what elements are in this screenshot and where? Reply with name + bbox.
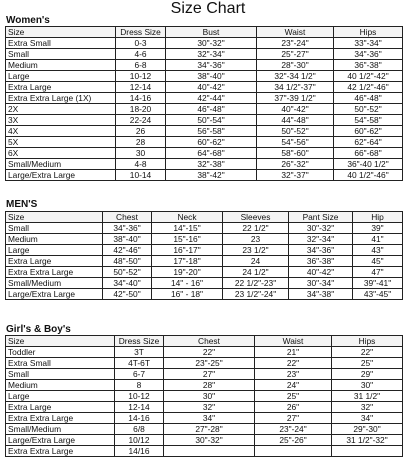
measurement-cell: 42"-44": [166, 93, 257, 104]
measurement-cell: 4T-6T: [115, 358, 164, 369]
measurement-cell: 50"-52": [103, 267, 152, 278]
measurement-cell: 46"-48": [334, 93, 403, 104]
measurement-cell: 34": [332, 413, 403, 424]
measurement-cell: 47": [353, 267, 403, 278]
measurement-cell: 10-14: [116, 170, 166, 181]
measurement-cell: 8: [115, 380, 164, 391]
measurement-cell: 23"-25": [164, 358, 255, 369]
measurement-cell: 38"-42": [166, 170, 257, 181]
table-row: [6, 289, 403, 300]
measurement-cell: 30": [332, 380, 403, 391]
size-label-cell: Large: [6, 71, 116, 82]
measurement-cell: 4-6: [116, 49, 166, 60]
table-row: [6, 60, 403, 71]
measurement-cell: 30"-32": [166, 38, 257, 49]
table-row: [6, 380, 403, 391]
size-label-cell: 3X: [6, 115, 116, 126]
size-label-cell: Extra Large: [6, 256, 103, 267]
size-label-cell: Extra Extra Large (1X): [6, 93, 116, 104]
measurement-cell: 16"-17": [152, 245, 223, 256]
size-label-cell: Extra Small: [6, 358, 115, 369]
table-row: [6, 446, 403, 457]
measurement-cell: 29"-30": [332, 424, 403, 435]
table-row: [6, 104, 403, 115]
table-row: [6, 358, 403, 369]
measurement-cell: 50"-52": [257, 126, 334, 137]
measurement-cell: 33"-34": [334, 38, 403, 49]
size-label-cell: 2X: [6, 104, 116, 115]
measurement-cell: 60"-62": [166, 137, 257, 148]
measurement-cell: 42"-50": [103, 289, 152, 300]
section-title-kids: Girl's & Boy's: [6, 324, 71, 335]
measurement-cell: 15"-16": [152, 234, 223, 245]
size-label-cell: 5X: [6, 137, 116, 148]
table-header-row: [6, 336, 403, 347]
column-header: Size: [6, 336, 115, 347]
column-header: Dress Size: [116, 27, 166, 38]
measurement-cell: 46"-48": [166, 104, 257, 115]
measurement-cell: 24 1/2": [223, 267, 289, 278]
measurement-cell: 14-16: [115, 413, 164, 424]
size-label-cell: Small/Medium: [6, 424, 115, 435]
measurement-cell: 14/16: [115, 446, 164, 457]
measurement-cell: 32"-37": [257, 170, 334, 181]
measurement-cell: 44"-48": [257, 115, 334, 126]
measurement-cell: 48"-50": [103, 256, 152, 267]
measurement-cell: 32": [164, 402, 255, 413]
table-row: [6, 413, 403, 424]
measurement-cell: 54"-58": [334, 115, 403, 126]
measurement-cell: 23"-24": [257, 38, 334, 49]
column-header: Sleeves: [223, 212, 289, 223]
measurement-cell: 30"-32": [289, 223, 353, 234]
column-header: Waist: [255, 336, 332, 347]
measurement-cell: 36"-38": [289, 256, 353, 267]
measurement-cell: 30: [116, 148, 166, 159]
measurement-cell: 36"-40 1/2": [334, 159, 403, 170]
table-row: [6, 391, 403, 402]
measurement-cell: 30"-32": [164, 435, 255, 446]
measurement-cell: 4-8: [116, 159, 166, 170]
measurement-cell: 43": [353, 245, 403, 256]
measurement-cell: 26: [116, 126, 166, 137]
measurement-cell: 6/8: [115, 424, 164, 435]
table-row: [6, 115, 403, 126]
measurement-cell: 34"-40": [103, 278, 152, 289]
column-header: Chest: [164, 336, 255, 347]
measurement-cell: 23: [223, 234, 289, 245]
measurement-cell: 39": [353, 223, 403, 234]
measurement-cell: 40 1/2"-42": [334, 71, 403, 82]
measurement-cell: 22": [255, 358, 332, 369]
size-label-cell: Extra Large: [6, 402, 115, 413]
table-row: [6, 402, 403, 413]
measurement-cell: 18-20: [116, 104, 166, 115]
section-title-women: Women's: [6, 15, 50, 26]
size-label-cell: Extra Extra Large: [6, 267, 103, 278]
column-header: Size: [6, 212, 103, 223]
measurement-cell: 25"-27": [257, 49, 334, 60]
kids-size-table: [5, 335, 403, 457]
measurement-cell: 23": [255, 369, 332, 380]
measurement-cell: 30": [164, 391, 255, 402]
measurement-cell: 38"-40": [166, 71, 257, 82]
measurement-cell: 32"-34": [166, 49, 257, 60]
measurement-cell: 22 1/2": [223, 223, 289, 234]
measurement-cell: 54"-56": [257, 137, 334, 148]
size-label-cell: Medium: [6, 234, 103, 245]
measurement-cell: 25": [255, 391, 332, 402]
table-row: [6, 347, 403, 358]
measurement-cell: 23"-24": [255, 424, 332, 435]
measurement-cell: 39"-41": [353, 278, 403, 289]
measurement-cell: 31 1/2": [332, 391, 403, 402]
table-row: [6, 369, 403, 380]
size-label-cell: Small: [6, 49, 116, 60]
measurement-cell: 22 1/2"-23": [223, 278, 289, 289]
measurement-cell: 38"-40": [103, 234, 152, 245]
measurement-cell: 28": [164, 380, 255, 391]
table-row: [6, 256, 403, 267]
women-size-table: [5, 26, 403, 181]
measurement-cell: 24": [255, 380, 332, 391]
measurement-cell: 6-8: [116, 60, 166, 71]
measurement-cell: 41": [353, 234, 403, 245]
measurement-cell: 45": [353, 256, 403, 267]
measurement-cell: 62"-64": [334, 137, 403, 148]
measurement-cell: 40"-42": [289, 267, 353, 278]
measurement-cell: 22-24: [116, 115, 166, 126]
measurement-cell: 56"-58": [166, 126, 257, 137]
size-label-cell: 6X: [6, 148, 116, 159]
table-row: [6, 245, 403, 256]
measurement-cell: 10/12: [115, 435, 164, 446]
measurement-cell: 28"-30": [257, 60, 334, 71]
measurement-cell: 40 1/2"-46": [334, 170, 403, 181]
measurement-cell: 43"-45": [353, 289, 403, 300]
measurement-cell: 26": [255, 402, 332, 413]
column-header: Hip: [353, 212, 403, 223]
measurement-cell: 3T: [115, 347, 164, 358]
measurement-cell: 37"-39 1/2": [257, 93, 334, 104]
measurement-cell: 22": [164, 347, 255, 358]
table-row: [6, 126, 403, 137]
column-header: Size: [6, 27, 116, 38]
measurement-cell: [332, 446, 403, 457]
measurement-cell: 34"-36": [103, 223, 152, 234]
column-header: Bust: [166, 27, 257, 38]
size-label-cell: Small/Medium: [6, 159, 116, 170]
size-label-cell: Toddler: [6, 347, 115, 358]
table-row: [6, 137, 403, 148]
table-row: [6, 49, 403, 60]
measurement-cell: 27": [164, 369, 255, 380]
measurement-cell: 32"-34": [289, 234, 353, 245]
measurement-cell: 19"-20": [152, 267, 223, 278]
measurement-cell: 50"-52": [334, 104, 403, 115]
column-header: Waist: [257, 27, 334, 38]
measurement-cell: 24: [223, 256, 289, 267]
measurement-cell: 30"-34": [289, 278, 353, 289]
column-header: Hips: [332, 336, 403, 347]
measurement-cell: 21": [255, 347, 332, 358]
size-label-cell: Medium: [6, 380, 115, 391]
measurement-cell: 28: [116, 137, 166, 148]
measurement-cell: 32"-34 1/2": [257, 71, 334, 82]
measurement-cell: 64"-68": [166, 148, 257, 159]
measurement-cell: 40"-42": [166, 82, 257, 93]
column-header: Pant Size: [289, 212, 353, 223]
size-label-cell: Large/Extra Large: [6, 435, 115, 446]
column-header: Hips: [334, 27, 403, 38]
measurement-cell: 6-7: [115, 369, 164, 380]
table-row: [6, 71, 403, 82]
measurement-cell: 42"-46": [103, 245, 152, 256]
measurement-cell: 0-3: [116, 38, 166, 49]
measurement-cell: 27"-28": [164, 424, 255, 435]
table-row: [6, 223, 403, 234]
column-header: Neck: [152, 212, 223, 223]
measurement-cell: 25"-26": [255, 435, 332, 446]
measurement-cell: [255, 446, 332, 457]
table-row: [6, 38, 403, 49]
measurement-cell: 14"-15": [152, 223, 223, 234]
size-label-cell: Extra Large: [6, 82, 116, 93]
table-row: [6, 234, 403, 245]
measurement-cell: 60"-62": [334, 126, 403, 137]
table-row: [6, 93, 403, 104]
size-label-cell: Large: [6, 391, 115, 402]
measurement-cell: 10-12: [115, 391, 164, 402]
size-label-cell: 4X: [6, 126, 116, 137]
measurement-cell: 23 1/2": [223, 245, 289, 256]
measurement-cell: 50"-54": [166, 115, 257, 126]
measurement-cell: 42 1/2"-46": [334, 82, 403, 93]
measurement-cell: 27": [255, 413, 332, 424]
table-header-row: [6, 212, 403, 223]
measurement-cell: 23 1/2"-24": [223, 289, 289, 300]
measurement-cell: 32": [332, 402, 403, 413]
measurement-cell: 36"-38": [334, 60, 403, 71]
size-label-cell: Large: [6, 245, 103, 256]
measurement-cell: 12-14: [115, 402, 164, 413]
column-header: Dress Size: [115, 336, 164, 347]
size-label-cell: Large/Extra Large: [6, 289, 103, 300]
table-row: [6, 170, 403, 181]
table-row: [6, 424, 403, 435]
measurement-cell: 12-14: [116, 82, 166, 93]
measurement-cell: 31 1/2"-32": [332, 435, 403, 446]
table-row: [6, 267, 403, 278]
size-label-cell: Extra Small: [6, 38, 116, 49]
measurement-cell: 25": [332, 358, 403, 369]
measurement-cell: 34": [164, 413, 255, 424]
men-size-table: [5, 211, 403, 300]
size-label-cell: Small: [6, 369, 115, 380]
table-row: [6, 278, 403, 289]
measurement-cell: 34"-38": [289, 289, 353, 300]
size-label-cell: Small: [6, 223, 103, 234]
measurement-cell: 32"-38": [166, 159, 257, 170]
measurement-cell: 34"-36": [289, 245, 353, 256]
measurement-cell: 66"-68": [334, 148, 403, 159]
measurement-cell: 17"-18": [152, 256, 223, 267]
table-row: [6, 159, 403, 170]
measurement-cell: 34 1/2"-37": [257, 82, 334, 93]
measurement-cell: 26"-32": [257, 159, 334, 170]
measurement-cell: 34"-36": [166, 60, 257, 71]
measurement-cell: [164, 446, 255, 457]
size-label-cell: Medium: [6, 60, 116, 71]
measurement-cell: 14" - 16": [152, 278, 223, 289]
size-label-cell: Extra Extra Large: [6, 413, 115, 424]
page-title: Size Chart: [170, 0, 246, 17]
measurement-cell: 22": [332, 347, 403, 358]
measurement-cell: 40"-42": [257, 104, 334, 115]
table-header-row: [6, 27, 403, 38]
measurement-cell: 58"-60": [257, 148, 334, 159]
measurement-cell: 29": [332, 369, 403, 380]
section-title-men: MEN'S: [6, 199, 38, 210]
size-label-cell: Extra Extra Large: [6, 446, 115, 457]
measurement-cell: 10-12: [116, 71, 166, 82]
table-row: [6, 435, 403, 446]
measurement-cell: 16" - 18": [152, 289, 223, 300]
size-label-cell: Large/Extra Large: [6, 170, 116, 181]
table-row: [6, 148, 403, 159]
measurement-cell: 14-16: [116, 93, 166, 104]
table-row: [6, 82, 403, 93]
measurement-cell: 34"-36": [334, 49, 403, 60]
size-label-cell: Small/Medium: [6, 278, 103, 289]
column-header: Chest: [103, 212, 152, 223]
